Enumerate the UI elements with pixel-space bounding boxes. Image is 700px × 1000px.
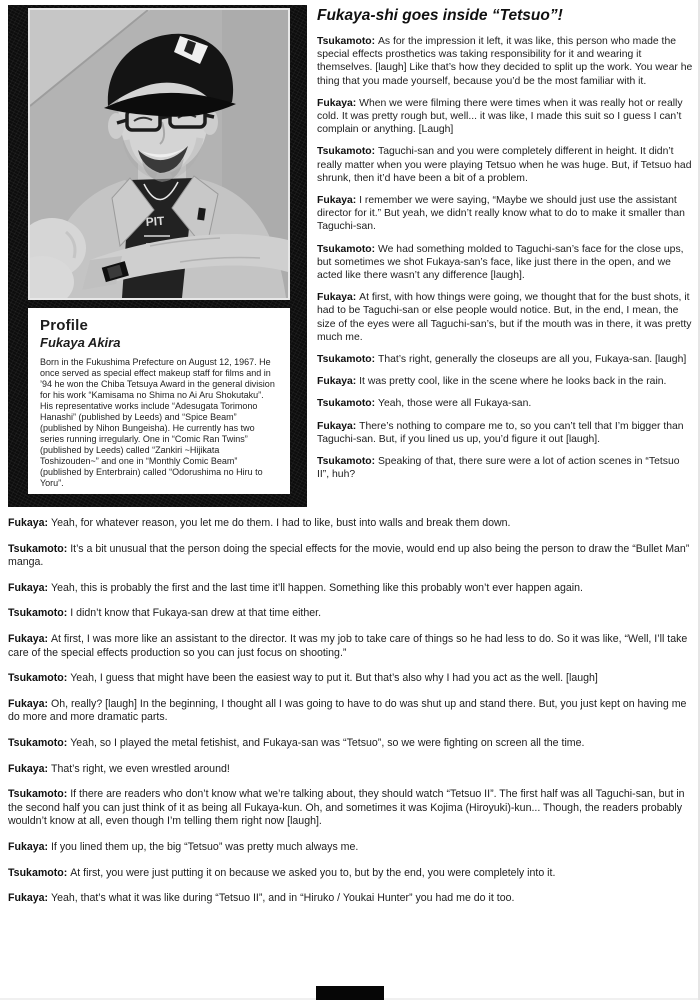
speaker-name: Tsukamoto:: [8, 672, 71, 685]
speaker-name: Tsukamoto:: [317, 456, 378, 468]
dialogue-paragraph: Tsukamoto: Yeah, those were all Fukaya-san.: [317, 398, 532, 410]
dialogue-paragraph: Fukaya: At first, I was more like an assistant to the director. It was my job to take care of things so he had less to do. So it was like, “Well, I’ll take care of the special effects production so you can just focus on shooting.”: [8, 632, 688, 659]
speaker-name: Tsukamoto:: [8, 736, 71, 749]
speaker-name: Fukaya:: [8, 840, 51, 853]
speaker-name: Tsukamoto:: [317, 354, 378, 366]
dialogue-paragraph: Tsukamoto: We had something molded to Taguchi-san’s face for the close ups, but sometimes we shot Fukaya-san’s face, like just there in the open, and we acted like there wasn’t any difference [laugh].: [317, 243, 684, 282]
dialogue-paragraph: Fukaya: There’s nothing to compare me to, so you can’t tell that I’m bigger than Taguchi-san. But, if you lined us up, you’d figure it out [laugh].: [317, 420, 684, 445]
dialogue-paragraph: Fukaya: I remember we were saying, “Maybe we should just use the assistant director for it.” But yeah, we didn’t really know what to do to make it smaller than Taguchi-san.: [317, 195, 685, 233]
speaker-name: Fukaya:: [8, 697, 51, 710]
speaker-name: Fukaya:: [317, 195, 360, 207]
interview-title: Fukaya-shi goes inside “Tetsuo”!: [317, 7, 563, 24]
dialogue-paragraph: Tsukamoto: Speaking of that, there sure were a lot of action scenes in “Tetsuo II”, huh?: [317, 456, 680, 481]
portrait-photo-drawing: [30, 10, 288, 298]
dialogue-paragraph: Fukaya: Yeah, for whatever reason, you let me do them. I had to like, bust into walls and break them down.: [8, 517, 511, 529]
speaker-name: Fukaya:: [317, 292, 360, 304]
speaker-name: Fukaya:: [317, 376, 360, 388]
dialogue-paragraph: Fukaya: At first, with how things were going, we thought that for the bust shots, it had to be Taguchi-san or else people would notice. But, in the end, I mean, the size of the eyes were all Taguchi-san’s, but if the mouth was in there, it was pretty much me.: [317, 292, 692, 343]
speaker-name: Tsukamoto:: [8, 788, 71, 801]
speaker-name: Tsukamoto:: [317, 243, 378, 255]
speaker-name: Tsukamoto:: [8, 866, 71, 879]
speaker-name: Fukaya:: [8, 892, 51, 905]
dialogue-paragraph: Tsukamoto: Taguchi-san and you were completely different in height. It didn’t really matter when you were playing Tetsuo when he was huge. But, if Tetsuo had shrunk, then it’d have been a bit of a problem.: [317, 146, 692, 184]
dialogue-paragraph: Fukaya: Yeah, that’s what it was like during “Tetsuo II”, and in “Hiruko / Youkai Hunter” you had me do it too.: [8, 892, 515, 905]
portrait-photo: [28, 8, 290, 300]
profile-bio: Born in the Fukushima Prefecture on August 12, 1967. He once served as special effect makeup staff for films and in ’94 he won the Chiba Tetsuya Award in the general division for his work “Kamisama no Shima no Ai Aru Shokutaku”. His representative works include “Adesugata Torimono Hanashi” (published by Leeds) and “Spice Beam” (published by Nihon Bungeisha). He currently has two series running irregularly. One in “Comic Ran Twins” (published by Leeds) called “Zankiri ~Hijikata Toshizouden~” and one in “Monthly Comic Beam” (published by Enterbrain) called “Odorushima no Hiru to Yoru”.: [40, 357, 275, 488]
speaker-name: Tsukamoto:: [8, 607, 71, 620]
speaker-name: Tsukamoto:: [317, 36, 378, 47]
dialogue-paragraph: Tsukamoto: That’s right, generally the closeups are all you, Fukaya-san. [laugh]: [317, 354, 687, 366]
dialogue-paragraph: Tsukamoto: Yeah, I guess that might have been the easiest way to put it. But that’s also why I had you act as the well. [laugh]: [8, 672, 598, 685]
page-footer-mark: [316, 986, 384, 1000]
dialogue-paragraph: Fukaya: Oh, really? [laugh] In the beginning, I thought all I was going to have to do was shut up and stand there. But, you just kept on having me do more and more dramatic parts.: [8, 697, 687, 724]
profile-heading: Profile: [40, 317, 89, 334]
speaker-name: Tsukamoto:: [8, 542, 71, 555]
profile-name: Fukaya Akira: [40, 335, 121, 350]
speaker-name: Fukaya:: [8, 762, 51, 775]
interview-column: [317, 5, 694, 490]
speaker-name: Fukaya:: [8, 517, 51, 529]
dialogue-paragraph: Tsukamoto: At first, you were just putting it on because we asked you to, but by the end, you were completely into it.: [8, 866, 556, 879]
bottom-dialogue: [8, 517, 694, 918]
profile-box: [28, 308, 290, 494]
dialogue-paragraph: Tsukamoto: I didn’t know that Fukaya-san drew at that time either.: [8, 607, 322, 620]
speaker-name: Fukaya:: [8, 581, 51, 594]
dialogue-paragraph: Tsukamoto: It’s a bit unusual that the person doing the special effects for the movie, would end up also being the person to draw the “Bullet Man” manga.: [8, 542, 690, 569]
dialogue-paragraph: Fukaya: It was pretty cool, like in the scene where he looks back in the rain.: [317, 376, 667, 388]
dialogue-paragraph: Tsukamoto: Yeah, so I played the metal fetishist, and Fukaya-san was “Tetsuo”, so we were fighting on screen all the time.: [8, 736, 585, 749]
photo-profile-panel: [8, 5, 307, 507]
dialogue-paragraph: Fukaya: That’s right, we even wrestled around!: [8, 762, 230, 775]
speaker-name: Fukaya:: [317, 97, 360, 109]
column-dialogue: [317, 35, 694, 481]
dialogue-paragraph: Tsukamoto: If there are readers who don’t know what we’re talking about, they should watch “Tetsuo II”. The first half was all Taguchi-san, but in the second half you can just think of it as being all Fukaya-kun. Oh, and sometimes it was Kojima (Hiroyuki)-kun... Though, the readers probably wouldn’t know at all, even though I’m telling them right now [laugh].: [8, 788, 685, 828]
svg-text:PIT: PIT: [145, 213, 165, 229]
speaker-name: Fukaya:: [317, 420, 360, 432]
dialogue-paragraph: Tsukamoto: As for the impression it left, it was like, this person who made the special effects prosthetics was taking responsibility for it and wearing it themselves. [laugh] Like that’s how they decided to split up the work. You wear he thing that you made yourself, because you’d be the most familiar with it.: [317, 36, 693, 87]
speaker-name: Tsukamoto:: [317, 398, 378, 410]
speaker-name: Tsukamoto:: [317, 146, 378, 158]
dialogue-paragraph: Fukaya: Yeah, this is probably the first and the last time it’ll happen. Something like this probably won’t ever happen again.: [8, 581, 583, 594]
speaker-name: Fukaya:: [8, 632, 51, 645]
dialogue-paragraph: Fukaya: If you lined them up, the big “Tetsuo” was pretty much always me.: [8, 840, 359, 853]
dialogue-paragraph: Fukaya: When we were filming there were times when it was really hot or really cold. It was pretty rough but, well... it was like, I made this suit so I guess I can’t complain or anything. [Laugh]: [317, 97, 683, 136]
